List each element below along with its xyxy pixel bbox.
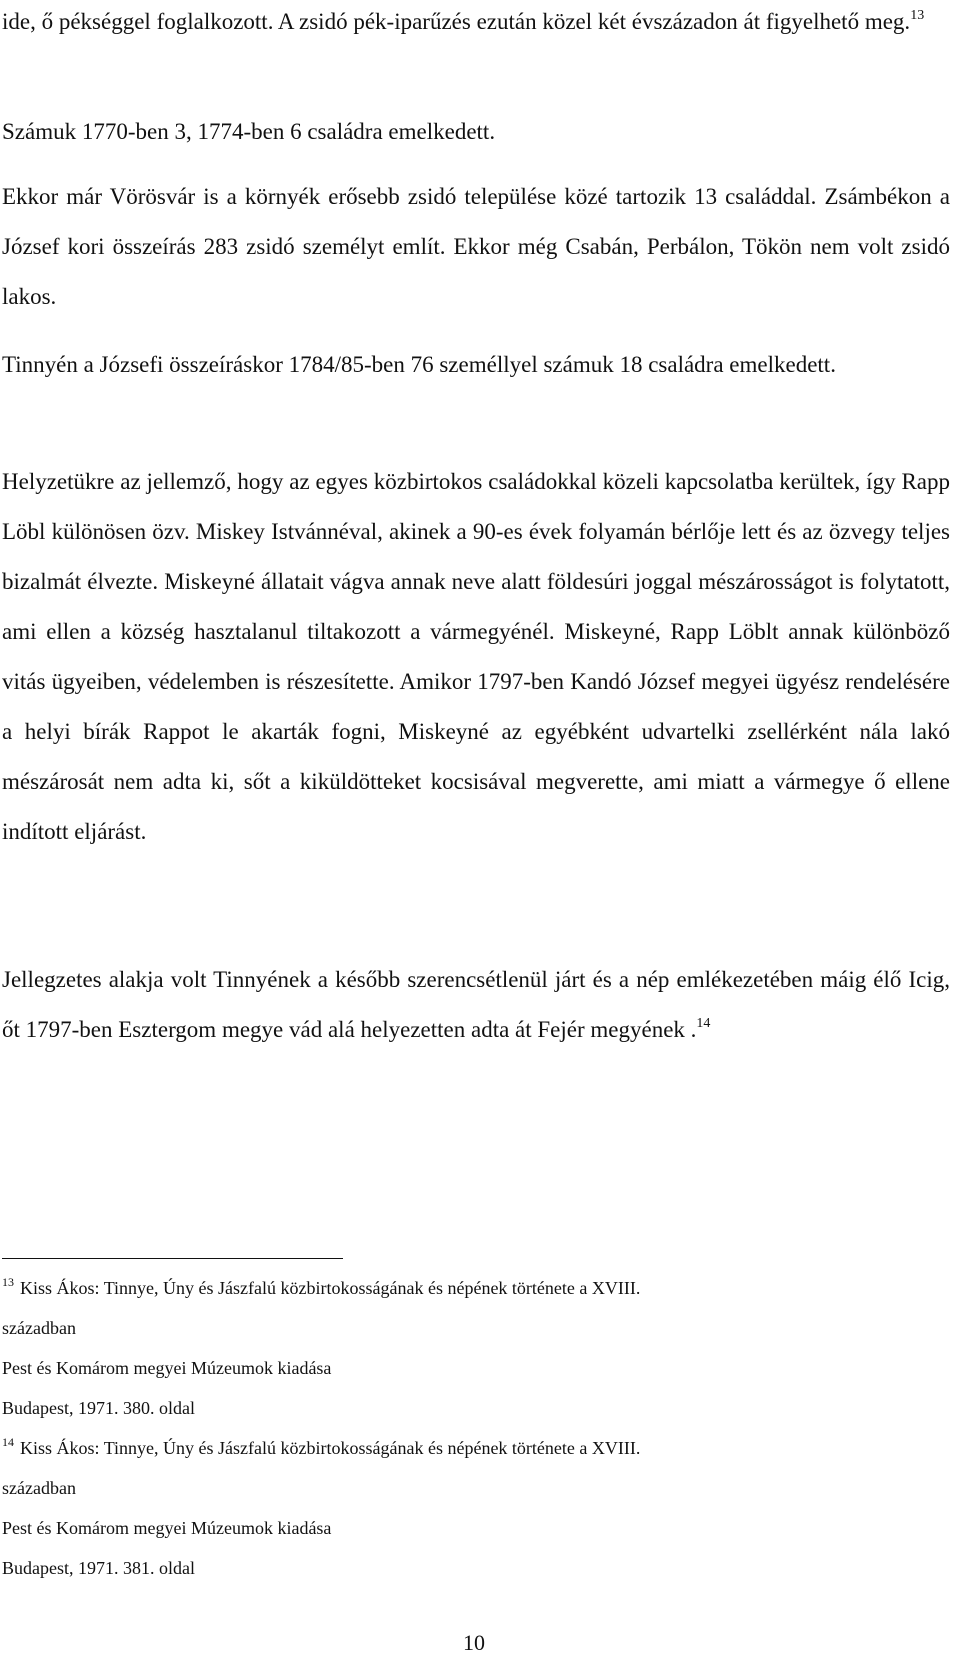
paragraph-2-text: Számuk 1770-ben 3, 1774-ben 6 családra emelkedett. <box>2 119 496 144</box>
footnote-line: Pest és Komárom megyei Múzeumok kiadása <box>2 1518 332 1538</box>
paragraph-5-text: Helyzetükre az jellemző, hogy az egyes közbirtokos családokkal közeli kapcsolatba kerültek, így Rapp Löbl különösen özv. Miskey Istvánnéval, akinek a 90-es évek folyamán bérlője lett és az özvegy teljes bizalmát élvezte. Miskeyné állatait vágva annak neve alatt földesúri joggal mészárosságot is folytatott, ami ellen a község hasztalanul tiltakozott a vármegyénél. Miskeyné, Rapp Löblt annak különböző vitás ügyeiben, védelemben is részesítette. Amikor 1797-ben Kandó József megyei ügyész rendelésére a helyi bírák Rappot le akarták fogni, Miskeyné az egyébként udvartelki zsellérként nála lakó mészárosát nem adta ki, sőt a kiküldötteket kocsisával megverette, ami miatt a vármegye ő ellene indított eljárást. <box>2 469 950 844</box>
paragraph-6 <box>2 955 950 1055</box>
footnote-line <box>2 1268 950 1308</box>
footnote-13 <box>2 1268 950 1428</box>
footnote-text: Kiss Ákos: Tinnye, Úny és Jászfalú közbirtokosságának és népének története a XVIII. <box>20 1278 641 1298</box>
paragraph-1-text: ide, ő pékséggel foglalkozott. A zsidó pék-iparűzés ezután közel két évszázadon át figyelhető meg. <box>2 9 911 34</box>
footnote-ref-13[interactable]: 13 <box>910 8 925 23</box>
footnote-separator <box>2 1258 343 1259</box>
paragraph-4-text: Tinnyén a Józsefi összeíráskor 1784/85-ben 76 személlyel számuk 18 családra emelkedett. <box>2 352 836 377</box>
paragraph-4 <box>2 340 950 390</box>
paragraph-2 <box>2 107 950 157</box>
footnote-line: században <box>2 1478 76 1498</box>
paragraph-1 <box>2 0 950 47</box>
paragraph-6-text: Jellegzetes alakja volt Tinnyének a később szerencsétlenül járt és a nép emlékezetében máig élő Icig, őt 1797-ben Esztergom megye vád alá helyezetten adta át Fejér megyének . <box>2 967 950 1042</box>
footnote-number: 13 <box>2 1275 14 1289</box>
paragraph-5 <box>2 457 950 857</box>
footnote-line: században <box>2 1318 76 1338</box>
footnote-line: Budapest, 1971. 381. oldal <box>2 1558 195 1578</box>
footnote-line: Budapest, 1971. 380. oldal <box>2 1398 195 1418</box>
paragraph-3 <box>2 172 950 322</box>
footnote-ref-14[interactable]: 14 <box>696 1016 711 1031</box>
footnote-line <box>2 1428 950 1468</box>
page-number: 10 <box>463 1630 485 1655</box>
footnote-text: Kiss Ákos: Tinnye, Úny és Jászfalú közbirtokosságának és népének története a XVIII. <box>20 1438 641 1458</box>
footnote-14 <box>2 1428 950 1588</box>
footnote-number: 14 <box>2 1435 14 1449</box>
paragraph-3-text: Ekkor már Vörösvár is a környék erősebb zsidó települése közé tartozik 13 családdal. Zsámbékon a József kori összeírás 283 zsidó személyt említ. Ekkor még Csabán, Perbálon, Tökön nem volt zsidó lakos. <box>2 184 950 309</box>
footnote-line: Pest és Komárom megyei Múzeumok kiadása <box>2 1358 332 1378</box>
